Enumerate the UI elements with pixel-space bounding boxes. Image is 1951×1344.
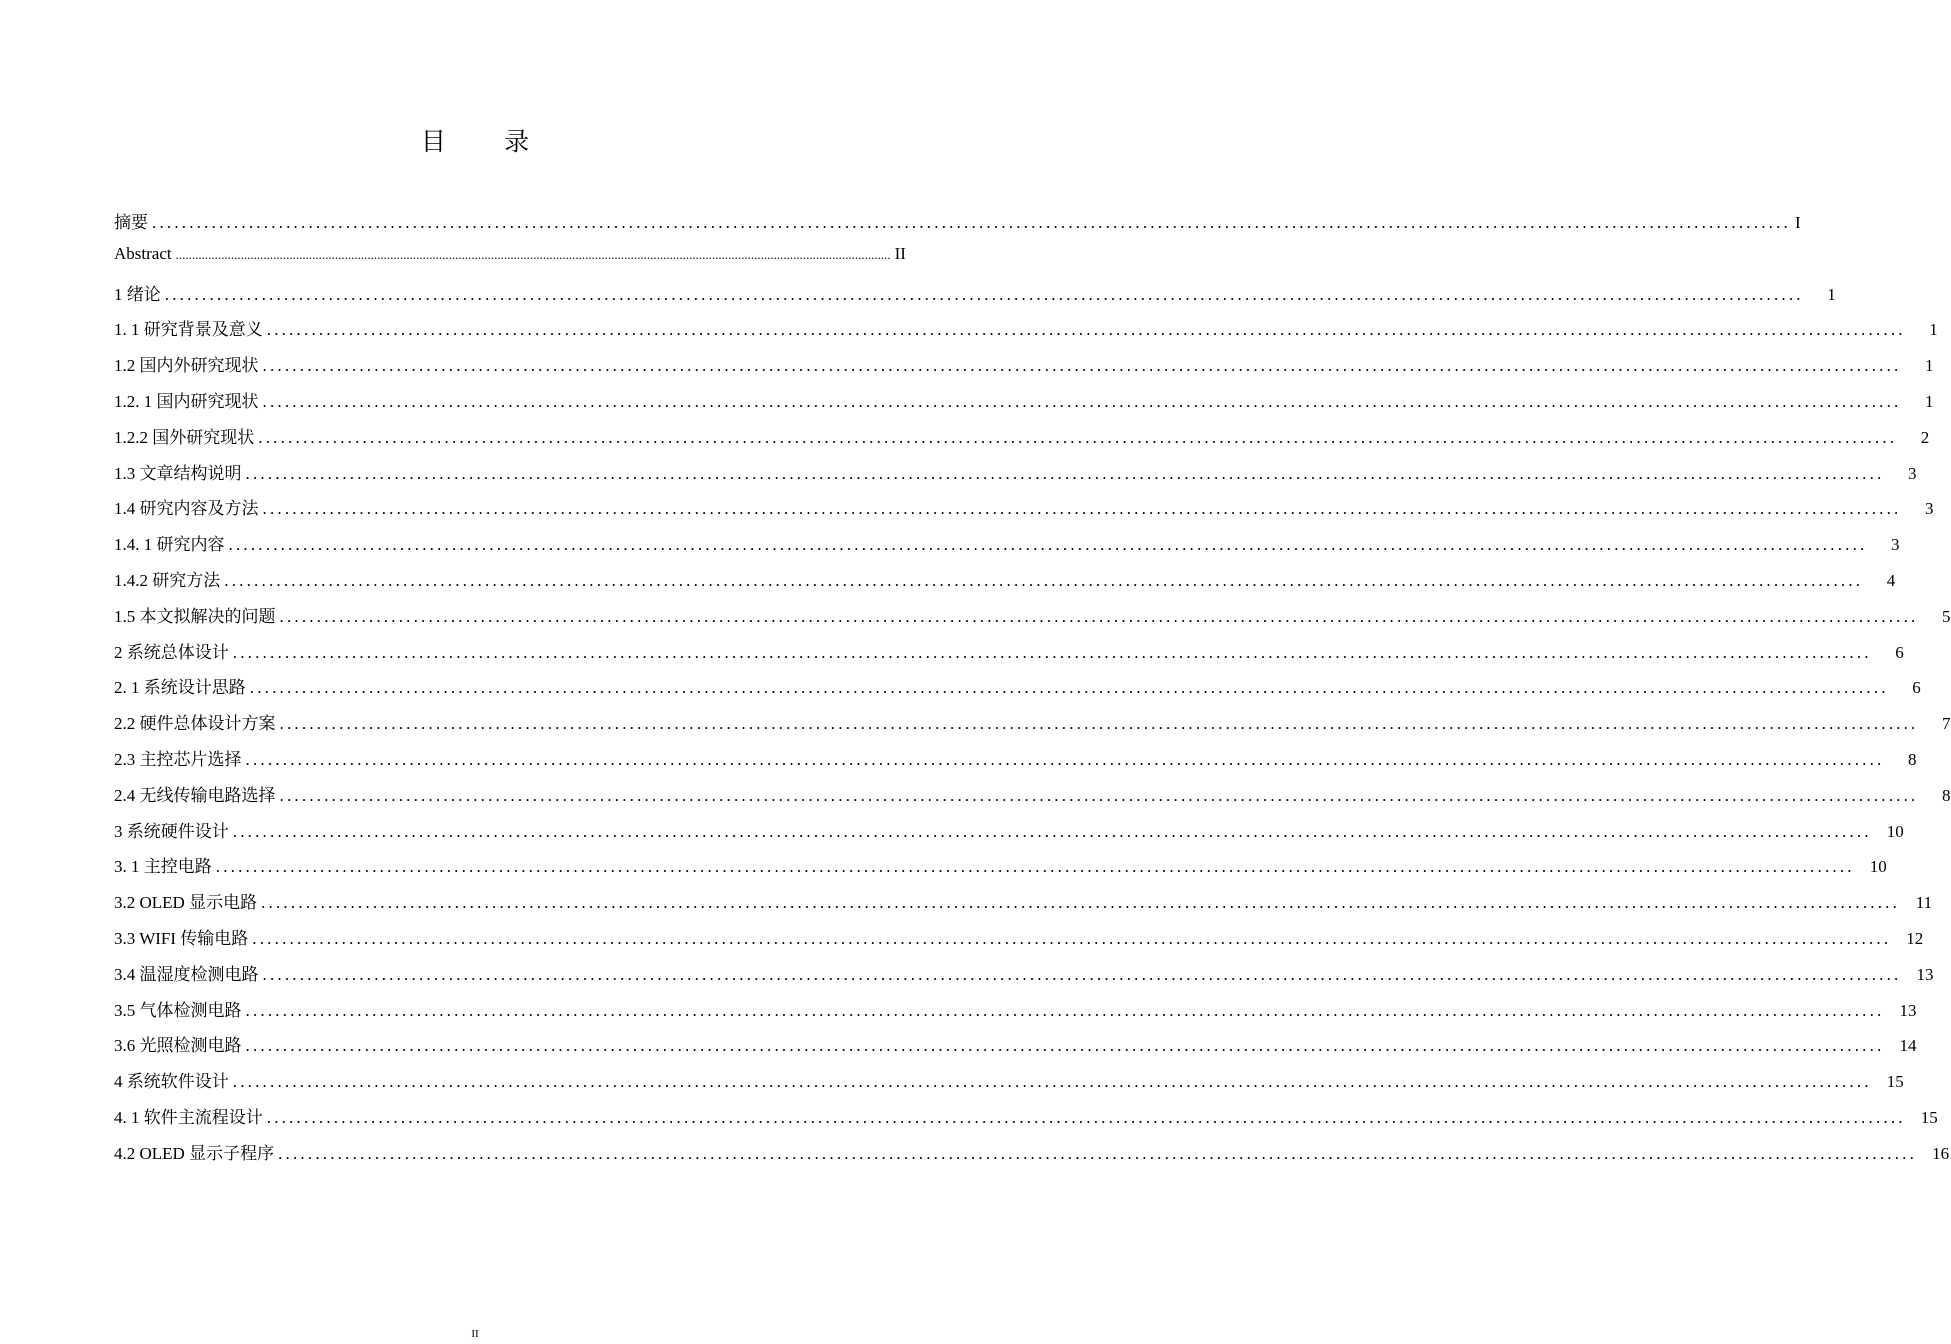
toc-dot-leader: ............................................................................................................................................................................................................................ <box>279 785 1919 805</box>
toc-entry-page: 3 <box>1891 535 1900 555</box>
page-number: II <box>471 1328 479 1340</box>
toc-dot-leader: ............................................................................................................................................................................................................................ <box>266 320 1906 340</box>
page-title: 目 录 <box>420 129 556 156</box>
toc-dot-leader: ............................................................................................................................................................................................................................ <box>245 1036 1885 1056</box>
toc-entry[interactable] <box>114 494 1934 530</box>
toc-entry-page: 13 <box>1916 964 1934 984</box>
toc-dot-leader: ............................................................................................................................................................................................................................ <box>152 213 1791 232</box>
toc-entry-page: 2 <box>1920 427 1930 447</box>
toc-dot-leader: ............................................................................................................................................................................................................................ <box>245 749 1885 769</box>
toc-entry-page: 14 <box>1899 1036 1917 1056</box>
toc-dot-leader: ............................................................................................................................................................................................................................ <box>262 391 1902 411</box>
toc-entry-page: 10 <box>1886 821 1904 841</box>
toc-entry-page: II <box>894 243 906 263</box>
toc-entry-label: 1 绪论 <box>114 284 161 304</box>
toc-entry-label: 2.2 硬件总体设计方案 <box>114 714 276 734</box>
toc-entry-page: 15 <box>1920 1107 1938 1127</box>
toc-entry-page: 5 <box>1942 606 1951 626</box>
toc-entry-label: 1.2 国内外研究现状 <box>114 356 259 376</box>
toc-entry-page: 8 <box>1942 785 1951 805</box>
toc-entry-page: 6 <box>1895 642 1904 662</box>
toc-entry[interactable] <box>114 781 1951 817</box>
toc-entry[interactable] <box>114 602 1951 638</box>
toc-entry-page: 1 <box>1827 284 1836 304</box>
toc-entry-page: 3 <box>1925 499 1934 519</box>
toc-entry-page: 8 <box>1908 749 1917 769</box>
toc-entry[interactable] <box>114 960 1934 996</box>
toc-entry-label: 1.5 本文拟解决的问题 <box>114 606 276 626</box>
toc-entry-page: I <box>1795 213 1801 232</box>
toc-dot-leader: ............................................................................................................................................................................................................................ <box>252 928 1892 948</box>
toc-entry-page: 11 <box>1915 893 1933 913</box>
toc-entry[interactable] <box>114 745 1917 781</box>
toc-entry-page: 3 <box>1908 463 1917 483</box>
toc-entry-label: 1.4. 1 研究内容 <box>114 535 225 555</box>
toc-entry-label: 4 系统软件设计 <box>114 1072 229 1092</box>
toc-entry[interactable] <box>114 459 1917 495</box>
toc-dot-leader: ............................................................................................................................................................................................................................ <box>266 1107 1906 1127</box>
toc-entry[interactable] <box>114 208 1801 244</box>
toc-dot-leader: ............................................................................................................................................................................................................................ <box>262 964 1902 984</box>
table-of-contents <box>114 208 1951 1175</box>
toc-entry-label: 2.4 无线传输电路选择 <box>114 785 276 805</box>
toc-entry[interactable] <box>114 530 1900 566</box>
toc-entry-label: 1.4 研究内容及方法 <box>114 499 259 519</box>
toc-entry-label: 4.2 OLED 显示子程序 <box>114 1143 275 1163</box>
toc-entry[interactable] <box>114 1067 1904 1103</box>
toc-dot-leader: ............................................................................................................................................................................................................................ <box>228 535 1868 555</box>
toc-dot-leader: ............................................................................................................................................................................................................................ <box>232 821 1872 841</box>
toc-entry-page: 13 <box>1899 1000 1917 1020</box>
toc-entry-page: 10 <box>1869 857 1887 877</box>
toc-dot-leader: ............................................................................................................................................................................................................................ <box>164 284 1804 304</box>
toc-entry-page: 1 <box>1925 391 1934 411</box>
toc-dot-leader: ............................................................................................................................................................................................................................ <box>224 570 1864 590</box>
toc-entry[interactable] <box>114 351 1934 387</box>
toc-entry-label: 摘要 <box>114 213 148 232</box>
toc-entry[interactable] <box>114 566 1896 602</box>
toc-entry[interactable] <box>114 852 1887 888</box>
toc-dot-leader: ............................................................................................................................................................................................................................ <box>215 857 1855 877</box>
toc-dot-leader: ............................................................................................................................................................................................................................ <box>278 1143 1918 1163</box>
toc-dot-leader: ............................................................................................................................................................................................................................ <box>258 427 1898 447</box>
toc-entry[interactable] <box>114 709 1951 745</box>
toc-dot-leader: ............................................................................................................................................................................................................................ <box>249 678 1889 698</box>
toc-entry-label: Abstract <box>114 243 172 263</box>
toc-entry-label: 3.5 气体检测电路 <box>114 1000 242 1020</box>
toc-entry-page: 4 <box>1886 570 1896 590</box>
toc-entry-label: 1. 1 研究背景及意义 <box>114 320 263 340</box>
toc-entry[interactable] <box>114 638 1904 674</box>
toc-entry-label: 1.3 文章结构说明 <box>114 463 242 483</box>
toc-entry[interactable] <box>114 280 1836 316</box>
toc-entry-page: 15 <box>1886 1072 1904 1092</box>
toc-entry-page: 6 <box>1912 678 1921 698</box>
toc-entry-label: 4. 1 软件主流程设计 <box>114 1107 263 1127</box>
toc-entry-label: 3. 1 主控电路 <box>114 857 212 877</box>
toc-entry[interactable] <box>114 996 1917 1032</box>
toc-dot-leader: ............................................................................................................................................................................................................................ <box>262 356 1902 376</box>
toc-entry-page: 7 <box>1942 714 1951 734</box>
toc-entry[interactable] <box>114 817 1904 853</box>
toc-dot-leader: ............................................................................................................................................................................................................................ <box>245 463 1885 483</box>
toc-entry-label: 2. 1 系统设计思路 <box>114 678 246 698</box>
toc-entry-page: 16 <box>1932 1143 1950 1163</box>
toc-entry[interactable] <box>114 387 1934 423</box>
toc-entry[interactable] <box>114 924 1924 960</box>
toc-entry[interactable] <box>114 1103 1938 1139</box>
toc-dot-leader: ............................................................................................................................................................................................................................ <box>262 499 1902 519</box>
toc-dot-leader: ............................................................................................................................................................................................................................ <box>279 606 1919 626</box>
toc-entry-label: 1.4.2 研究方法 <box>114 570 221 590</box>
toc-dot-leader: ............................................................................................................................................................................................................................ <box>279 714 1919 734</box>
toc-entry[interactable] <box>114 888 1933 924</box>
toc-entry[interactable] <box>114 243 906 280</box>
toc-dot-leader: ............................................................................................................................................................................................................................ <box>232 642 1872 662</box>
toc-dot-leader: ............................................................................................................................................................................................................................ <box>232 1072 1872 1092</box>
toc-entry-label: 3.4 温湿度检测电路 <box>114 964 259 984</box>
toc-entry-label: 2 系统总体设计 <box>114 642 229 662</box>
toc-dot-leader: ............................................................................................................................................................................................................................ <box>175 246 891 262</box>
toc-entry-label: 3 系统硬件设计 <box>114 821 229 841</box>
toc-entry[interactable] <box>114 1139 1950 1175</box>
toc-entry-label: 1.2. 1 国内研究现状 <box>114 391 259 411</box>
toc-dot-leader: ............................................................................................................................................................................................................................ <box>245 1000 1885 1020</box>
toc-entry-label: 2.3 主控芯片选择 <box>114 749 242 769</box>
toc-entry[interactable] <box>114 423 1930 459</box>
toc-entry[interactable] <box>114 315 1938 351</box>
toc-entry-label: 3.6 光照检测电路 <box>114 1036 242 1056</box>
toc-entry-page: 12 <box>1906 928 1924 948</box>
toc-entry-page: 1 <box>1925 356 1934 376</box>
toc-entry-label: 3.3 WIFI 传输电路 <box>114 928 249 948</box>
toc-entry[interactable] <box>114 1031 1917 1067</box>
toc-entry-label: 1.2.2 国外研究现状 <box>114 427 255 447</box>
toc-entry-label: 3.2 OLED 显示电路 <box>114 893 258 913</box>
toc-entry-page: 1 <box>1929 320 1938 340</box>
toc-dot-leader: ............................................................................................................................................................................................................................ <box>261 893 1901 913</box>
toc-entry[interactable] <box>114 673 1921 709</box>
